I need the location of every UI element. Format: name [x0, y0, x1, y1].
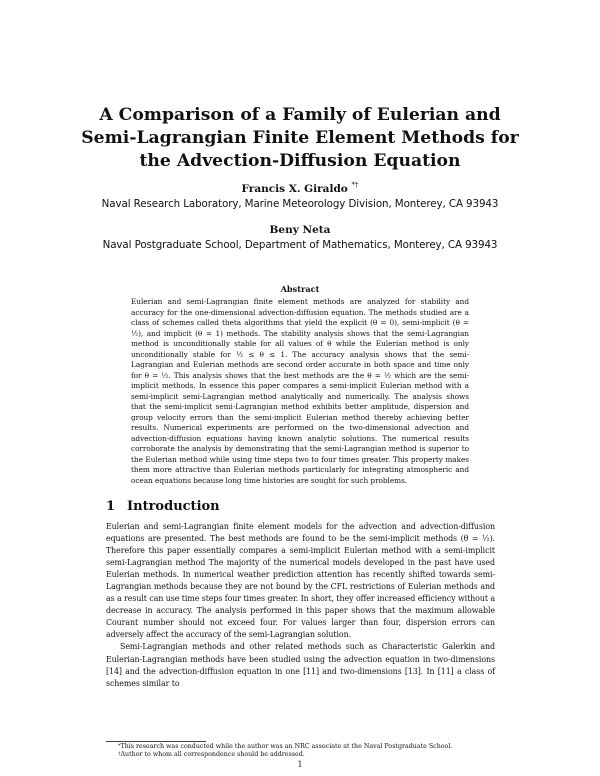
author-marks-1: *†	[351, 181, 359, 189]
section-number: 1	[106, 499, 116, 514]
paper-title: A Comparison of a Family of Eulerian and Semi-Lagrangian Finite Element Methods for the Advection-Diffusion Equation	[81, 105, 519, 171]
footnote-1: *This research was conducted while the author was an NRC associate at the Naval Postgraduate School.	[118, 743, 453, 750]
footnote-2: †Author to whom all correspondence should be addressed.	[118, 751, 305, 758]
section-title: Introduction	[127, 499, 220, 514]
intro-body	[106, 521, 495, 690]
author-affiliation-1: Naval Research Laboratory, Marine Meteorology Division, Monterey, CA 93943	[101, 198, 499, 210]
page-number: 1	[297, 760, 303, 769]
paragraph: Eulerian and semi-Lagrangian finite element models for the advection and advection-diffusion equations are presented. The best methods are found to be the semi-implicit methods (θ = ½). Therefore this paper essentially compares a semi-implicit Eulerian method with a semi-implicit semi-Lagrangian method The majority of the numerical models developed in the past have used Eulerian methods. In numerical weather prediction attention has recently shifted towards semi-Lagrangian methods because they are not bound by the CFL restrictions of Eulerian methods and as a result can use time steps four times greater. In short, they offer increased efficiency without a decrease in accuracy. The analysis performed in this paper shows that the maximum allowable Courant number should not exceed four. For values larger than four, dispersion errors can adversely affect the accuracy of the semi-Lagrangian solution.	[106, 522, 495, 640]
footnote-rule	[106, 741, 206, 742]
author-affiliation-2: Naval Postgraduate School, Department of Mathematics, Monterey, CA 93943	[102, 239, 498, 251]
author-name-2: Beny Neta	[269, 224, 331, 236]
author-name-1: Francis X. Giraldo *†	[241, 181, 359, 195]
section-heading	[106, 499, 220, 514]
abstract-heading: Abstract	[280, 284, 320, 294]
paragraph: Semi-Lagrangian methods and other related methods such as Characteristic Galerkin and Eulerian-Lagrangian methods have been studied using the advection equation in two-dimensions [14] and the advection-diffusion equation in one [11] and two-dimensions [13]. In [11] a class of schemes similar to	[106, 642, 495, 688]
abstract-text: Eulerian and semi-Lagrangian finite element methods are analyzed for stability and accuracy for the one-dimensional advection-diffusion equation. The methods studied are a class of schemes called theta algorithms that yield the explicit (θ = 0), semi-implicit (θ = ½), and implicit (θ = 1) methods. The stability analysis shows that the semi-Lagrangian method is unconditionally stable for all values of θ while the Eulerian method is only unconditionally stable for ½ ≤ θ ≤ 1. The accuracy analysis shows that the semi-Lagrangian and Eulerian methods are second order accurate in both space and time only for θ = ½. This analysis shows that the best methods are the θ = ½ which are the semi-implicit methods. In essence this paper compares a semi-implicit Eulerian method with a semi-implicit semi-Lagrangian method analytically and numerically. The analysis shows that the semi-implicit semi-Lagrangian method exhibits better amplitude, dispersion and group velocity errors than the semi-implicit Eulerian method thereby achieving better results. Numerical experiments are performed on the two-dimensional advection and advection-diffusion equations having known analytic solutions. The numerical results corroborate the analysis by demonstrating that the semi-Lagrangian method is superior to the Eulerian method while using time steps two to four times greater. This property makes them more attractive than Eulerian methods particularly for integrating atmospheric and ocean equations because long time histories are sought for such problems.	[131, 297, 469, 485]
